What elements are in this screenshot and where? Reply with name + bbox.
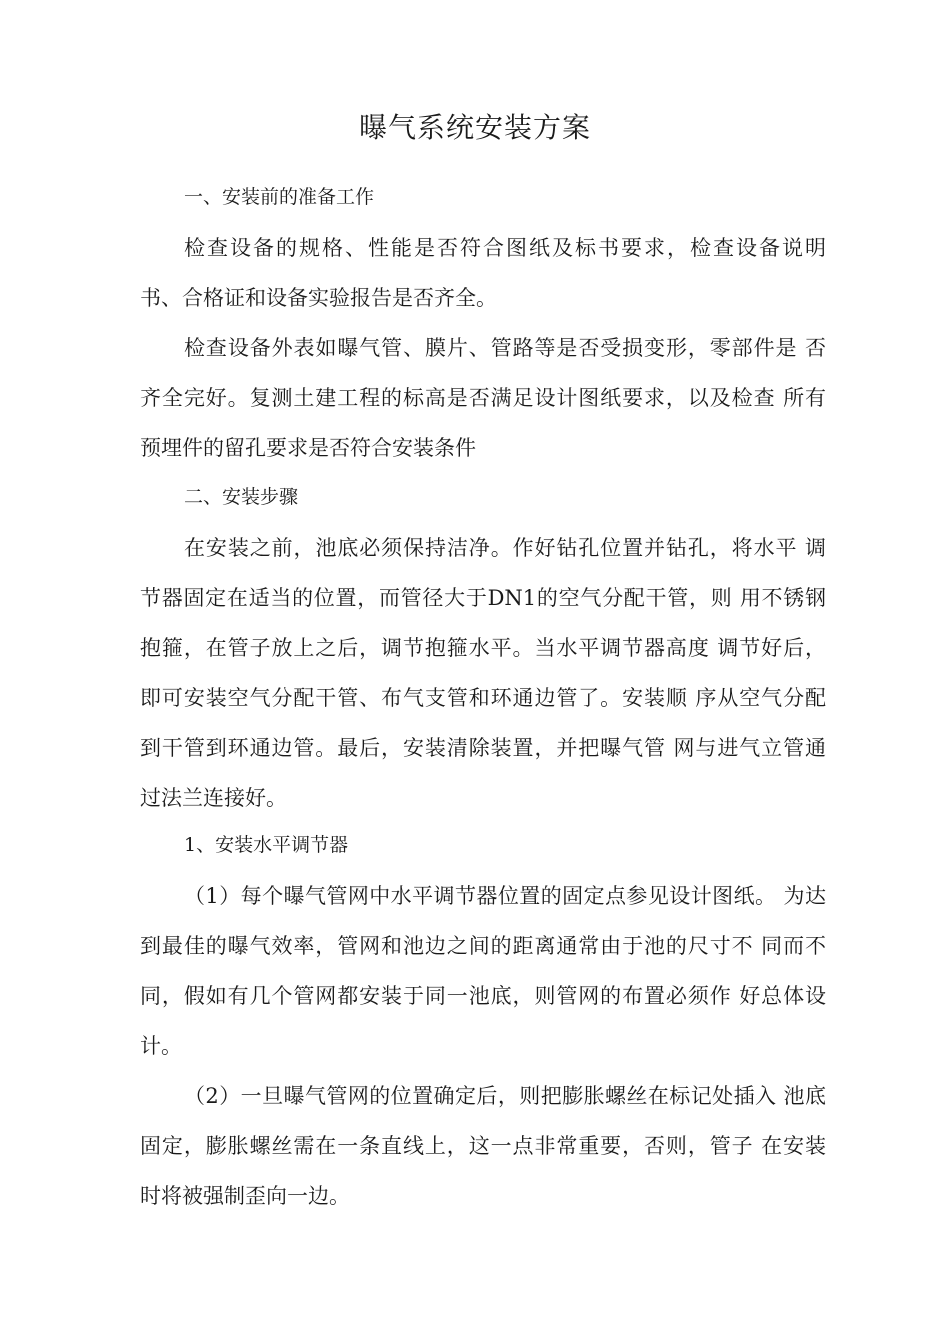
paragraph-line: 预埋件的留孔要求是否符合安装条件 <box>140 436 476 460</box>
paragraph-line: 在安装之前，池底必须保持洁净。作好钻孔位置并钻孔，将水平 调 <box>184 536 826 560</box>
paragraph-line: 抱箍，在管子放上之后，调节抱箍水平。当水平调节器高度 调节好后， <box>140 636 826 660</box>
subsection-heading-level-adjuster: 1、安装水平调节器 <box>184 834 349 856</box>
paragraph-line: 检查设备的规格、性能是否符合图纸及标书要求，检查设备说明 <box>184 236 826 260</box>
paragraph-line: （2）一旦曝气管网的位置确定后，则把膨胀螺丝在标记处插入 池底 <box>184 1084 826 1108</box>
paragraph-line: 即可安装空气分配干管、布气支管和环通边管了。安装顺 序从空气分配 <box>140 686 826 710</box>
paragraph-line: 同，假如有几个管网都安装于同一池底，则管网的布置必须作 好总体设 <box>140 984 826 1008</box>
paragraph-line: 计。 <box>140 1034 182 1058</box>
paragraph-line: 检查设备外表如曝气管、膜片、管路等是否受损变形，零部件是 否 <box>184 336 826 360</box>
paragraph-line: 过法兰连接好。 <box>140 786 287 810</box>
section-heading-preparation: 一、安装前的准备工作 <box>184 186 375 208</box>
paragraph-line: （1）每个曝气管网中水平调节器位置的固定点参见设计图纸。 为达 <box>184 884 826 908</box>
paragraph-line: 固定，膨胀螺丝需在一条直线上，这一点非常重要，否则，管子 在安装 <box>140 1134 826 1158</box>
document-title: 曝气系统安装方案 <box>358 111 591 144</box>
paragraph-line: 时将被强制歪向一边。 <box>140 1184 350 1208</box>
section-heading-steps: 二、安装步骤 <box>184 486 299 508</box>
paragraph-line: 到干管到环通边管。最后，安装清除装置，并把曝气管 网与进气立管通 <box>140 736 826 760</box>
paragraph-line: 到最佳的曝气效率，管网和池边之间的距离通常由于池的尺寸不 同而不 <box>140 934 826 958</box>
paragraph-line: 节器固定在适当的位置，而管径大于DN1的空气分配干管，则 用不锈钢 <box>140 586 826 610</box>
paragraph-line: 齐全完好。复测土建工程的标高是否满足设计图纸要求，以及检查 所有 <box>140 386 826 410</box>
paragraph-line: 书、合格证和设备实验报告是否齐全。 <box>140 286 497 310</box>
